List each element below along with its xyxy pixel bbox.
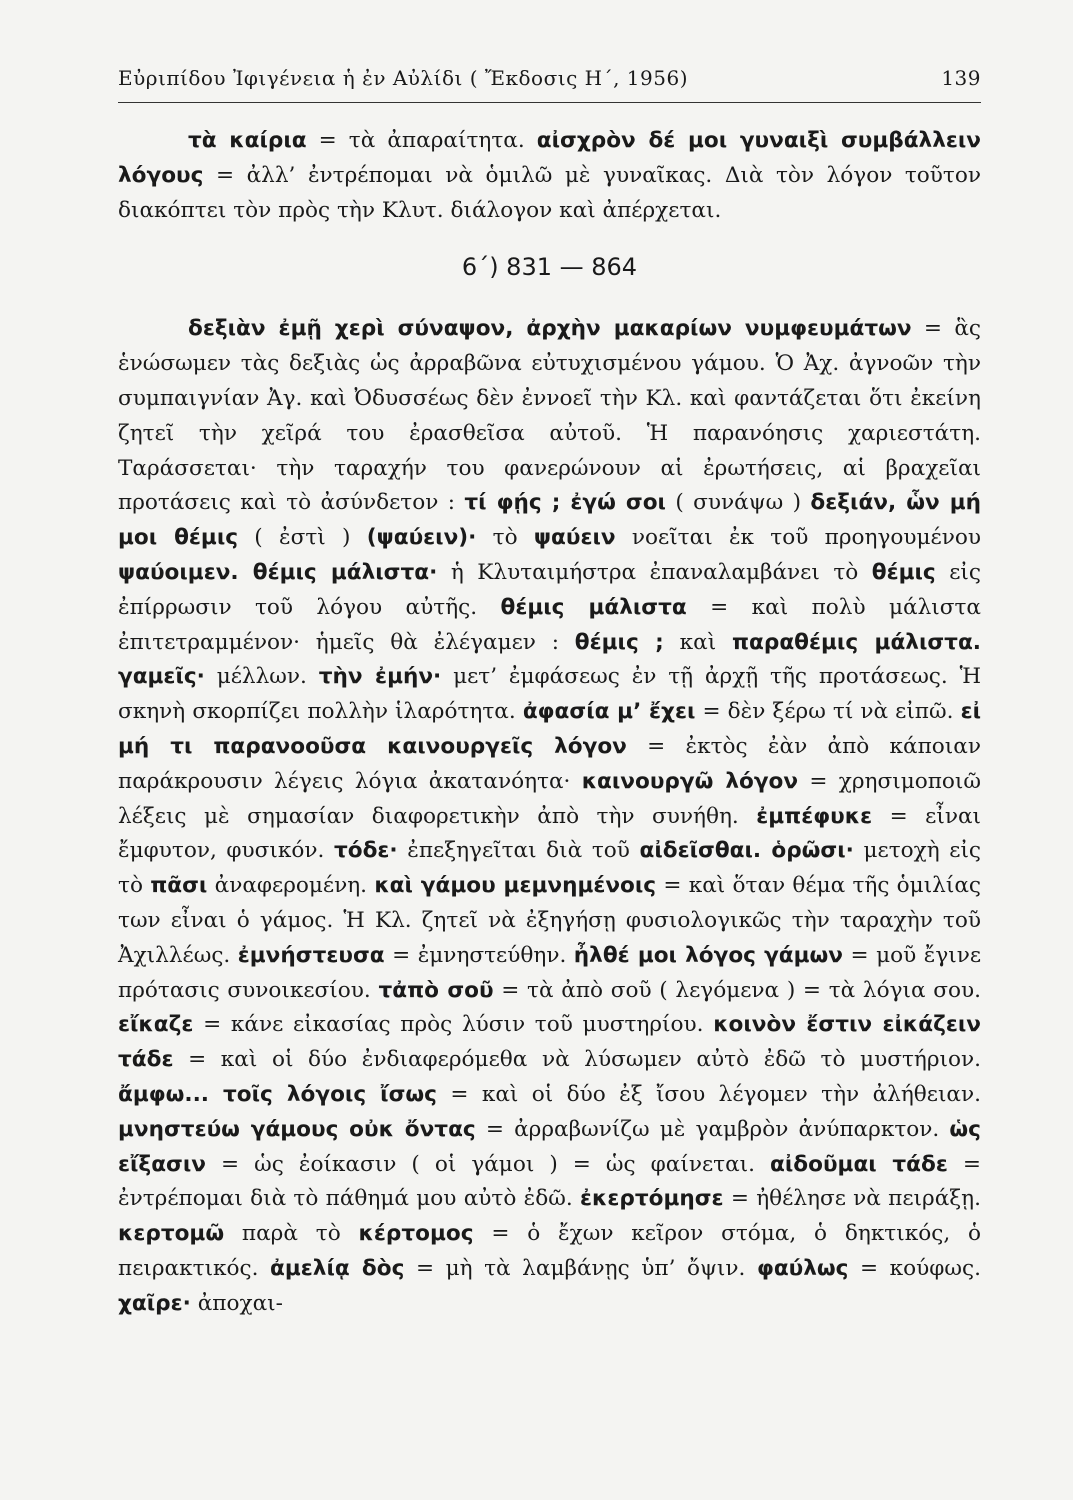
gloss-text: = κούφως. xyxy=(848,1255,981,1281)
lemma-text: ἐμνήστευσα xyxy=(237,942,385,968)
lemma-text: θέμις μάλιστα xyxy=(500,594,687,620)
gloss-text: = καὶ οἱ δύο ἐνδιαφερόμεθα νὰ λύσωμεν αὐτὸ ἐδῶ τὸ μυστήριον. xyxy=(173,1047,981,1073)
gloss-text: = καὶ οἱ δύο ἐξ ἴσου λέγομεν τὴν ἀλήθειαν. xyxy=(436,1081,981,1107)
gloss-text: παρὰ τὸ xyxy=(224,1221,359,1247)
lemma-text: εἴκαζε xyxy=(118,1012,194,1038)
gloss-text: μέλλων. xyxy=(204,664,319,690)
gloss-text: ἀναφερομένη. xyxy=(207,873,375,899)
lemma-text: ἄμφω... τοῖς λόγοις ἴσως xyxy=(118,1081,437,1107)
lemma-text: ὡς εἴξασιν xyxy=(118,1116,981,1177)
gloss-text: = τὰ ἀπαραίτητα. xyxy=(306,128,537,153)
lemma-text: δεξιάν, ὧν μή μοι θέμις xyxy=(118,490,981,551)
lemma-text: τὰ καίρια xyxy=(188,128,307,153)
gloss-text: = δὲν ξέρω τί νὰ εἰπῶ. xyxy=(695,699,961,725)
gloss-text: = κάνε εἰκασίας πρὸς λύσιν τοῦ μυστηρίου. xyxy=(193,1012,714,1038)
gloss-text: καὶ xyxy=(663,629,732,655)
gloss-text: = μοῦ ἔγινε πρότασις συνοικεσίου. xyxy=(118,942,982,1003)
lemma-text: καινουργῶ λόγον xyxy=(581,768,799,794)
lemma-text: αἰσχρὸν δέ μοι γυναιξὶ συμβάλλειν λόγους xyxy=(118,128,981,188)
running-header xyxy=(118,62,981,103)
paragraph-1 xyxy=(118,124,981,228)
gloss-text: = ἐμνηστεύθην. xyxy=(384,942,574,968)
lemma-text: παραθέμις μάλιστα. γαμεῖς· xyxy=(118,629,981,690)
page-number: 139 xyxy=(941,66,981,90)
lemma-text: καὶ γάμου μεμνημένοις xyxy=(374,873,657,899)
gloss-text: ἡ Κλυταιμήστρα ἐπαναλαμβάνει τὸ xyxy=(437,559,872,585)
lemma-text: μνηστεύω γάμους οὐκ ὄντας xyxy=(118,1116,476,1142)
lemma-text: θέμις ; xyxy=(574,629,664,655)
lemma-text: ἦλθέ μοι λόγος γάμων xyxy=(573,942,844,968)
gloss-text: μετοχὴ εἰς τὸ xyxy=(118,838,982,899)
gloss-text: τὸ xyxy=(476,525,534,551)
lemma-text: τί φῄς ; ἐγώ σοι xyxy=(464,490,666,516)
lemma-text: εἰ μή τι παρανοοῦσα καινουργεῖς λόγον xyxy=(118,699,981,759)
gloss-text: = ἃς ἑνώσωμεν τὰς δεξιὰς ὡς ἀρραβῶνα εὐτυχισμένου γάμου. Ὁ Ἀχ. ἀγνοῶν τὴν συμπαιγνίαν Ἀγ. καὶ Ὀδυσσέως δὲν ἐννοεῖ τὴν Κλ. καὶ φαντάζεται ὅτι ἐκείνη ζητεῖ τὴν χεῖρά του ἐρασθεῖσα αὐτοῦ. Ἡ παρανόησις χαριεστάτη. Ταράσσεται· τὴν ταραχήν του φανερώνουν αἱ ἐρωτήσεις, αἱ βραχεῖαι προτάσεις καὶ τὸ ἀσύνδετον : xyxy=(118,316,981,516)
running-title: Εὐριπίδου Ἰφιγένεια ἡ ἐν Αὐλίδι ( Ἔκδοσις Η΄, 1956) xyxy=(118,66,689,90)
gloss-text: = ἀλλ’ ἐντρέπομαι νὰ ὁμιλῶ μὲ γυναῖκας. Διὰ τὸν λόγον τοῦτον διακόπτει τὸν πρὸς τὴν Κλυτ. διάλογον καὶ ἀπέρχεται. xyxy=(118,162,981,223)
section-heading: 6΄) 831 — 864 xyxy=(461,253,638,282)
gloss-text: νοεῖται ἐκ τοῦ προηγουμένου xyxy=(615,525,981,551)
lemma-text: τἀπὸ σοῦ xyxy=(378,977,494,1003)
lemma-text: αἰδεῖσθαι. ὁρῶσι· xyxy=(639,838,854,864)
lemma-text: δεξιὰν ἐμῇ χερὶ σύναψον, ἀρχὴν μακαρίων νυμφευμάτων xyxy=(188,316,912,342)
gloss-text: = τὰ ἀπὸ σοῦ ( λεγόμενα ) = τὰ λόγια σου. xyxy=(493,977,981,1003)
commentary-body xyxy=(118,124,981,1322)
gloss-text: μετ’ ἐμφάσεως ἐν τῇ ἀρχῇ τῆς προτάσεως. Ἡ σκηνὴ σκορπίζει πολλὴν ἱλαρότητα. xyxy=(118,664,982,725)
lemma-text: κοινὸν ἔστιν εἰκάζειν τάδε xyxy=(118,1012,981,1073)
lemma-text: τὴν ἐμήν· xyxy=(318,664,442,690)
lemma-text: αἰδοῦμαι τάδε xyxy=(770,1151,948,1177)
gloss-text: = ἠθέλησε νὰ πειράξῃ. xyxy=(723,1186,981,1212)
gloss-text: ( ἐστὶ ) xyxy=(238,525,367,551)
gloss-text: = εἶναι ἔμφυτον, φυσικόν. xyxy=(118,803,982,864)
lemma-text: πᾶσι xyxy=(150,873,208,899)
lemma-text: χαῖρε· xyxy=(118,1290,191,1316)
gloss-text: εἰς ἐπίρρωσιν τοῦ λόγου αὐτῆς. xyxy=(118,559,981,620)
gloss-text: = ἀρραβωνίζω μὲ γαμβρὸν ἀνύπαρκτον. xyxy=(475,1116,950,1142)
lemma-text: (ψαύειν)· xyxy=(366,525,477,551)
lemma-text: θέμις xyxy=(871,559,936,585)
lemma-text: κέρτομος xyxy=(358,1221,474,1247)
lemma-text: τόδε· xyxy=(333,838,398,864)
lemma-text: ἀφασία μ’ ἔχει xyxy=(522,699,696,725)
gloss-text: ( συνάψω ) xyxy=(665,490,811,516)
paragraph-2 xyxy=(118,312,981,1321)
lemma-text: ἐκερτόμησε xyxy=(580,1186,724,1212)
gloss-text: = καὶ πολὺ μάλιστα ἐπιτετραμμένον· ἡμεῖς θὰ ἐλέγαμεν : xyxy=(118,594,981,655)
gloss-text: = καὶ ὅταν θέμα τῆς ὁμιλίας των εἶναι ὁ γάμος. Ἡ Κλ. ζητεῖ νὰ ἐξηγήσῃ φυσιολογικῶς τὴν ταραχὴν τοῦ Ἀχιλλέως. xyxy=(118,873,982,968)
lemma-text: ἐμπέφυκε xyxy=(756,803,873,829)
lemma-text: ψαύοιμεν. θέμις μάλιστα· xyxy=(118,559,438,585)
lemma-text: ἀμελίᾳ δὸς xyxy=(270,1255,405,1281)
gloss-text: = ὁ ἔχων κεῖρον στόμα, ὁ δηκτικός, ὁ πειρακτικός. xyxy=(118,1221,981,1281)
lemma-text: φαύλως xyxy=(756,1255,849,1281)
gloss-text: ἐπεξηγεῖται διὰ τοῦ xyxy=(397,838,640,864)
lemma-text: ψαύειν xyxy=(533,525,616,551)
gloss-text: ἀποχαι- xyxy=(190,1290,283,1316)
gloss-text: = ἐντρέπομαι διὰ τὸ πάθημά μου αὐτὸ ἐδῶ. xyxy=(118,1151,981,1212)
gloss-text: = χρησιμοποιῶ λέξεις μὲ σημασίαν διαφορετικὴν ἀπὸ τὴν συνήθη. xyxy=(118,768,981,829)
gloss-text: = μὴ τὰ λαμβάνῃς ὑπ’ ὄψιν. xyxy=(404,1255,757,1281)
lemma-text: κερτομῶ xyxy=(118,1221,225,1247)
gloss-text: = ἐκτὸς ἐὰν ἀπὸ κάποιαν παράκρουσιν λέγεις λόγια ἀκατανόητα· xyxy=(118,733,981,794)
gloss-text: = ὡς ἐοίκασιν ( οἱ γάμοι ) = ὡς φαίνεται. xyxy=(205,1151,771,1177)
